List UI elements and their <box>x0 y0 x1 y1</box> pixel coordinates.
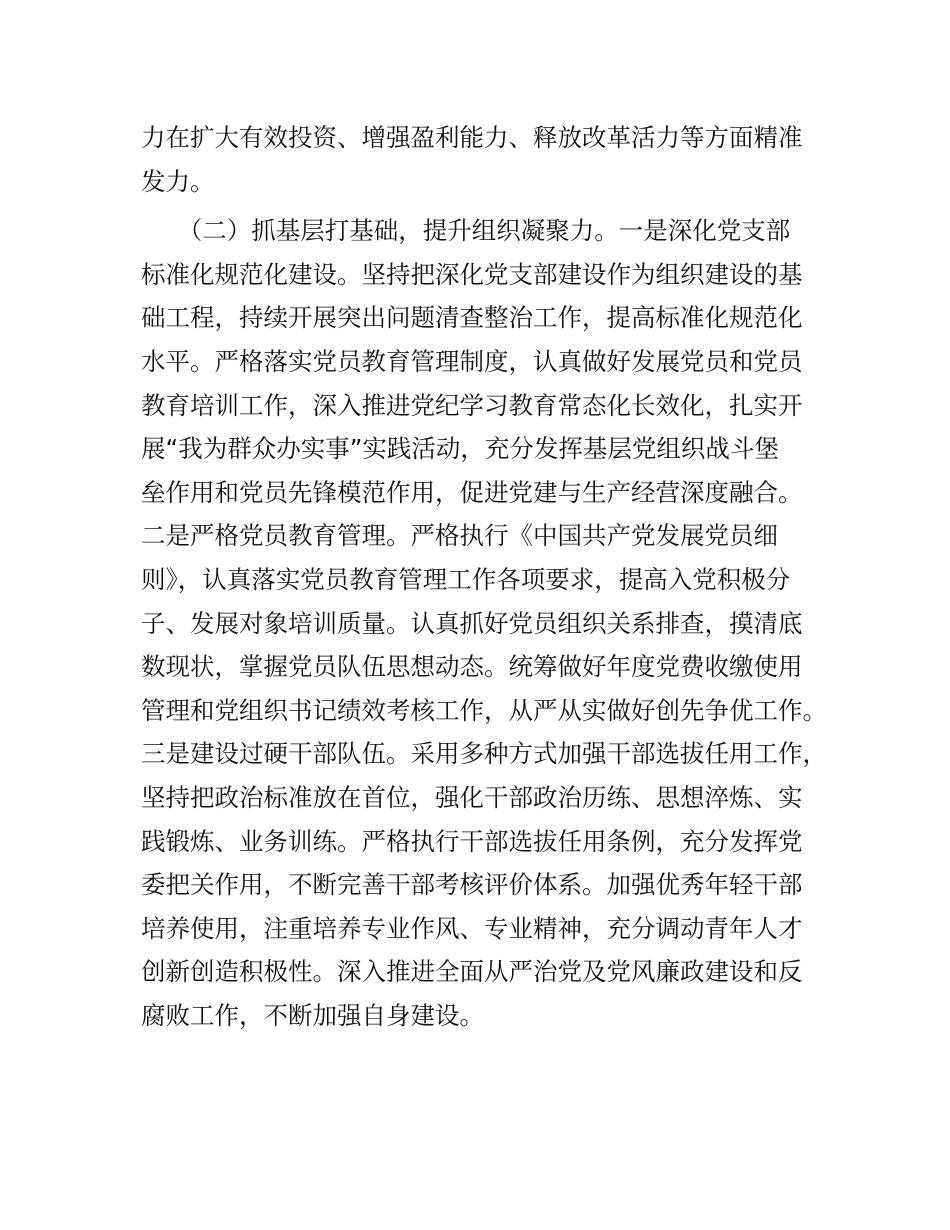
text-line: 展“我为群众办实事”实践活动，充分发挥基层党组织战斗堡 <box>141 434 779 464</box>
text-line: 标准化规范化建设。坚持把深化党支部建设作为组织建设的基 <box>141 259 803 289</box>
text-line: 力在扩大有效投资、增强盈利能力、释放改革活力等方面精准 <box>141 123 803 152</box>
text-line: 础工程，持续开展突出问题清查整治工作，提高标准化规范化 <box>141 303 803 333</box>
text-line: 数现状，掌握党员队伍思想动态。统筹做好年度党费收缴使用 <box>141 652 803 682</box>
text-line: 发力。 <box>141 166 215 196</box>
text-line: 腐败工作，不断加强自身建设。 <box>141 1000 484 1030</box>
text-line: 二是严格党员教育管理。严格执行《中国共产党发展党员细 <box>141 521 778 551</box>
text-line: 三是建设过硬干部队伍。采用多种方式加强干部选拔任用工作， <box>141 739 827 769</box>
text-line: 坚持把政治标准放在首位，强化干部政治历练、思想淬炼、实 <box>141 782 803 812</box>
text-line: 管理和党组织书记绩效考核工作，从严从实做好创先争优工作。 <box>141 695 827 725</box>
text-line: 践锻炼、业务训练。严格执行干部选拔任用条例，充分发挥党 <box>141 826 803 856</box>
text-line: 水平。严格落实党员教育管理制度，认真做好发展党员和党员 <box>141 346 803 376</box>
text-line: 创新创造积极性。深入推进全面从严治党及党风廉政建设和反 <box>141 957 803 987</box>
text-line: 培养使用，注重培养专业作风、专业精神，充分调动青年人才 <box>141 913 803 943</box>
text-line: 教育培训工作，深入推进党纪学习教育常态化长效化，扎实开 <box>141 390 803 420</box>
text-line: 委把关作用，不断完善干部考核评价体系。加强优秀年轻干部 <box>141 870 803 900</box>
text-line: （二）抓基层打基础，提升组织凝聚力。一是深化党支部 <box>141 216 791 246</box>
text-line: 垒作用和党员先锋模范作用，促进党建与生产经营深度融合。 <box>141 477 803 507</box>
body-text <box>141 116 841 1037</box>
text-line: 则》，认真落实党员教育管理工作各项要求，提高入党积极分 <box>141 564 791 594</box>
text-line: 子、发展对象培训质量。认真抓好党员组织关系排查，摸清底 <box>141 608 803 638</box>
